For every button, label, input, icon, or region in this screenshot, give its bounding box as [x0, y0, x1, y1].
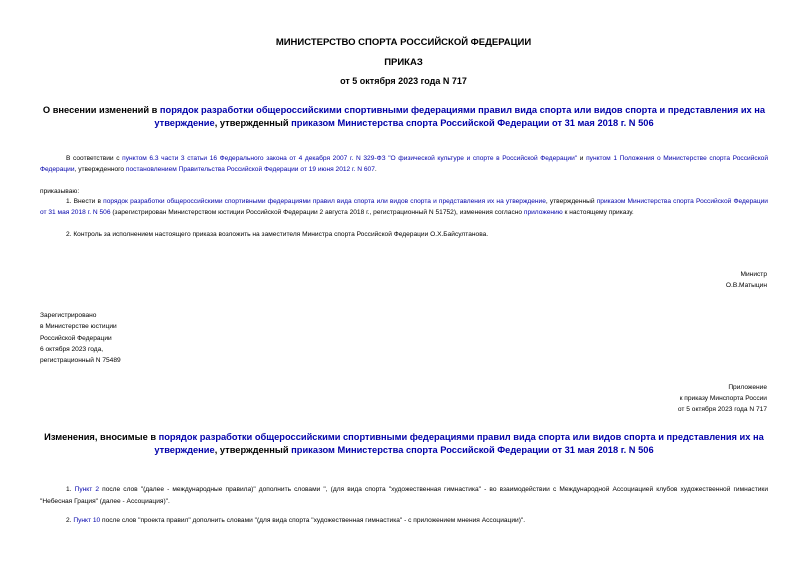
signature-name: О.В.Матыцин [725, 282, 767, 289]
registration-block [40, 310, 121, 366]
order-title [40, 104, 768, 130]
change1-number: 1. [66, 486, 75, 493]
item1-text-2: , утвержденный [545, 198, 597, 205]
item1-procedure-link[interactable]: порядок разработки общероссийскими спортивными федерациями правил вида спорта или видов спорта и представления их на утверждение [103, 198, 546, 205]
registration-line: Российской Федерации [40, 334, 112, 342]
registration-line: Зарегистрировано [40, 312, 97, 319]
order-heading: ПРИКАЗ [384, 57, 423, 68]
appendix-line: Приложение [728, 384, 767, 391]
point-10-link[interactable]: Пункт 10 [73, 517, 101, 524]
change-item-2 [40, 515, 768, 526]
basis-text-2: и [577, 155, 587, 162]
order-title-prefix: О внесении изменений в [42, 105, 160, 115]
registration-line: регистрационный N 75489 [40, 357, 121, 365]
changes-procedure-link[interactable]: порядок разработки общероссийскими спортивными федерациями правил вида спорта или видов спорта и представления их на утверждение [154, 432, 764, 455]
point-2-link[interactable]: Пункт 2 [74, 486, 100, 493]
order-506-link[interactable]: приказом Министерства спорта Российской Федерации от 31 мая 2018 г. N 506 [291, 118, 654, 128]
registration-line: в Министерстве юстиции [40, 323, 117, 331]
item1-text-4: к настоящему приказу. [562, 209, 634, 216]
item1-order-506-link[interactable]: приказом Министерства спорта Российской Федерации от 31 мая 2018 г. N 506 [40, 198, 768, 216]
change1-text: после слов "(далее - международные правила)" дополнить словами ", (для вида спорта "художественная гимнастика" - во взаимодействии с Международной Ассоциацией клубов художественной гимнастики "Небесная Грация" (далее - Ассоциация)". [40, 486, 768, 505]
order-title-mid: , утвержденный [214, 118, 292, 128]
order-date: от 5 октября 2023 года N 717 [340, 76, 467, 86]
ministry-regulation-link[interactable]: пунктом 1 Положения о Министерстве спорта Российской Федерации [40, 155, 769, 173]
changes-title-mid: , утвержденный [214, 445, 292, 455]
federal-law-link[interactable]: пунктом 6.3 части 3 статьи 16 Федерального закона от 4 декабря 2007 г. N 329-ФЗ "О физической культуре и спорте в Российской Федерации" [122, 155, 578, 162]
legal-basis-paragraph [40, 153, 768, 175]
changes-order-506-link[interactable]: приказом Министерства спорта Российской Федерации от 31 мая 2018 г. N 506 [291, 445, 654, 455]
changes-title-prefix: Изменения, вносимые в [44, 432, 159, 442]
item1-text-1: 1. Внести в [66, 198, 104, 205]
basis-text-1: В соответствии с [66, 155, 123, 162]
government-resolution-link[interactable]: постановлением Правительства Российской Федерации от 19 июня 2012 г. N 607 [125, 166, 375, 173]
item1-text-3: (зарегистрирован Министерством юстиции Российской Федерации 2 августа 2018 г., регистрационный N 51752), изменения согласно [110, 209, 524, 216]
appendix-line: к приказу Минспорта России [679, 395, 767, 402]
order-item-2: 2. Контроль за исполнением настоящего приказа возложить на заместителя Министра спорта Российской Федерации О.Х.Байсултанова. [66, 231, 489, 238]
changes-title [40, 431, 768, 457]
ministry-heading: МИНИСТЕРСТВО СПОРТА РОССИЙСКОЙ ФЕДЕРАЦИИ [275, 37, 532, 48]
change2-text: после слов "проекта правил" дополнить словами "(для вида спорта "художественная гимнастика" - с приложением мнения Ассоциации)". [100, 517, 526, 524]
registration-line: 6 октября 2023 года, [40, 345, 104, 353]
order-item-1 [40, 196, 768, 218]
basis-text-3: , утвержденного [74, 166, 126, 173]
appendix-header [678, 382, 767, 415]
change-item-1 [40, 484, 768, 508]
orders-word: приказываю: [40, 188, 80, 195]
change2-number: 2. [66, 517, 74, 524]
basis-text-4: . [374, 166, 377, 173]
procedure-link[interactable]: порядок разработки общероссийскими спортивными федерациями правил вида спорта или видов спорта и представления их на утверждение [154, 105, 766, 128]
appendix-line: от 5 октября 2023 года N 717 [677, 406, 767, 413]
signature-position: Министр [740, 271, 767, 278]
appendix-link[interactable]: приложению [523, 209, 563, 216]
